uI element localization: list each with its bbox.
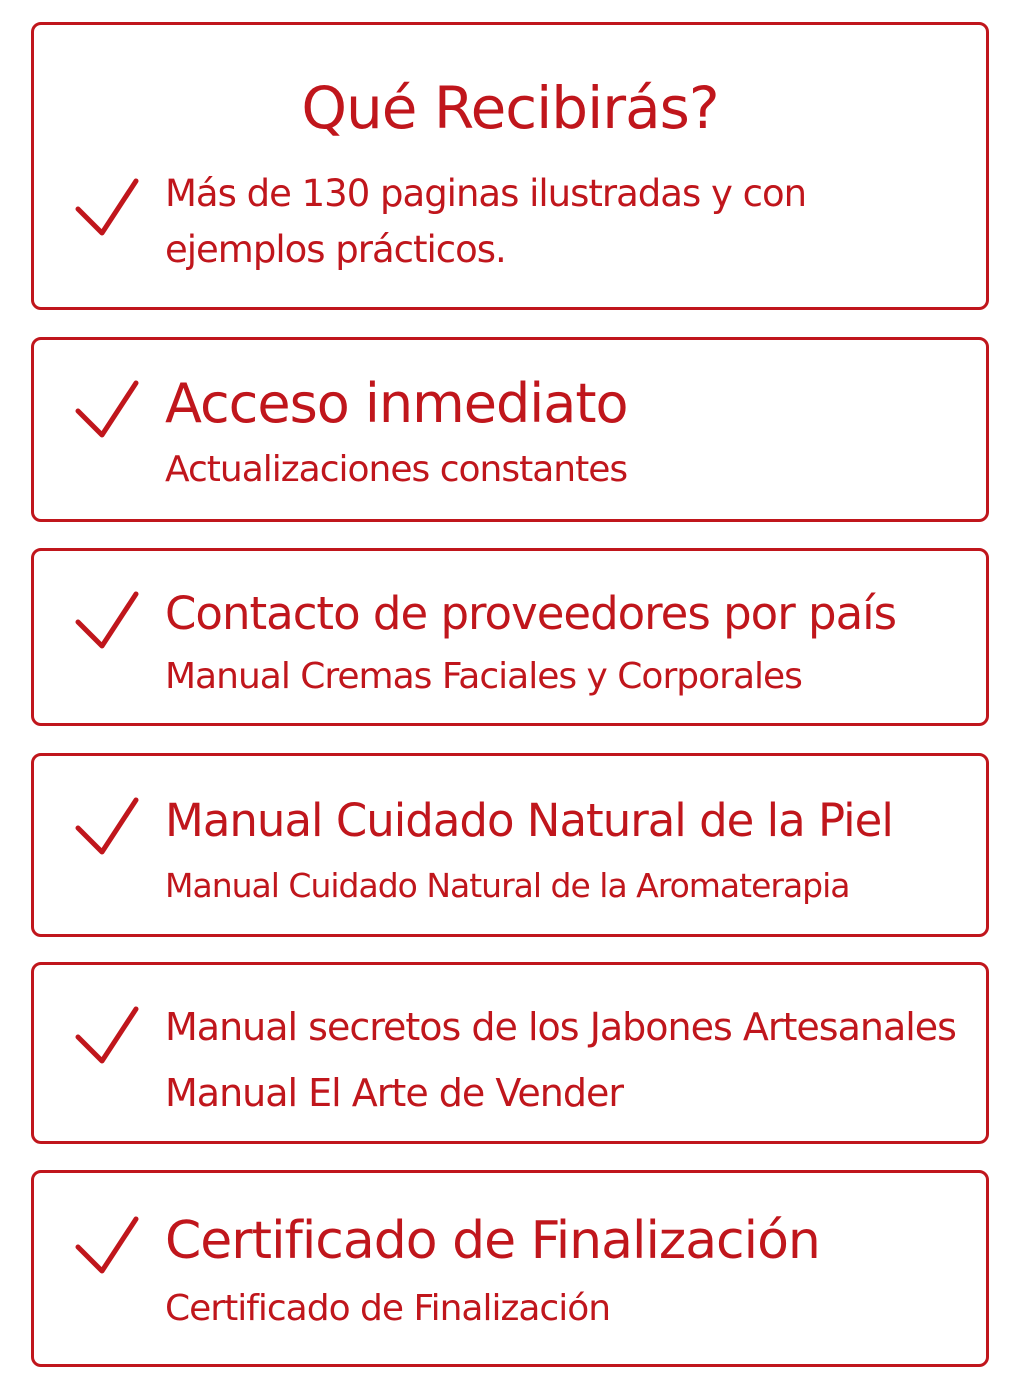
benefit-subtitle: Certificado de Finalización bbox=[165, 1288, 611, 1329]
checkmark-icon bbox=[74, 588, 140, 650]
benefit-subtitle: Actualizaciones constantes bbox=[165, 449, 628, 490]
checkmark-icon bbox=[74, 1213, 140, 1275]
benefit-title: Contacto de proveedores por país bbox=[165, 587, 897, 640]
benefit-card-skin-care bbox=[31, 753, 989, 937]
benefit-title: Manual secretos de los Jabones Artesanales bbox=[165, 1005, 956, 1049]
benefit-card-certificate bbox=[31, 1170, 989, 1367]
pages-text: Más de 130 paginas ilustradas y con bbox=[165, 172, 807, 215]
checkmark-icon bbox=[74, 1003, 140, 1065]
examples-text: ejemplos prácticos. bbox=[165, 228, 506, 271]
benefit-card-suppliers bbox=[31, 548, 989, 726]
section-title: Qué Recibirás? bbox=[301, 74, 719, 142]
checkmark-icon bbox=[74, 175, 140, 237]
benefit-title: Manual Cuidado Natural de la Piel bbox=[165, 794, 893, 847]
benefit-subtitle: Manual Cuidado Natural de la Aromaterapia bbox=[165, 866, 850, 905]
benefit-card-soaps bbox=[31, 962, 989, 1144]
benefit-title: Acceso inmediato bbox=[165, 372, 628, 435]
checkmark-icon bbox=[74, 794, 140, 856]
benefit-subtitle: Manual Cremas Faciales y Corporales bbox=[165, 656, 802, 697]
benefit-title: Certificado de Finalización bbox=[165, 1211, 820, 1271]
what-you-get-card bbox=[31, 22, 989, 310]
checkmark-icon bbox=[74, 377, 140, 439]
benefit-subtitle: Manual El Arte de Vender bbox=[165, 1071, 623, 1115]
benefit-card-access bbox=[31, 337, 989, 522]
